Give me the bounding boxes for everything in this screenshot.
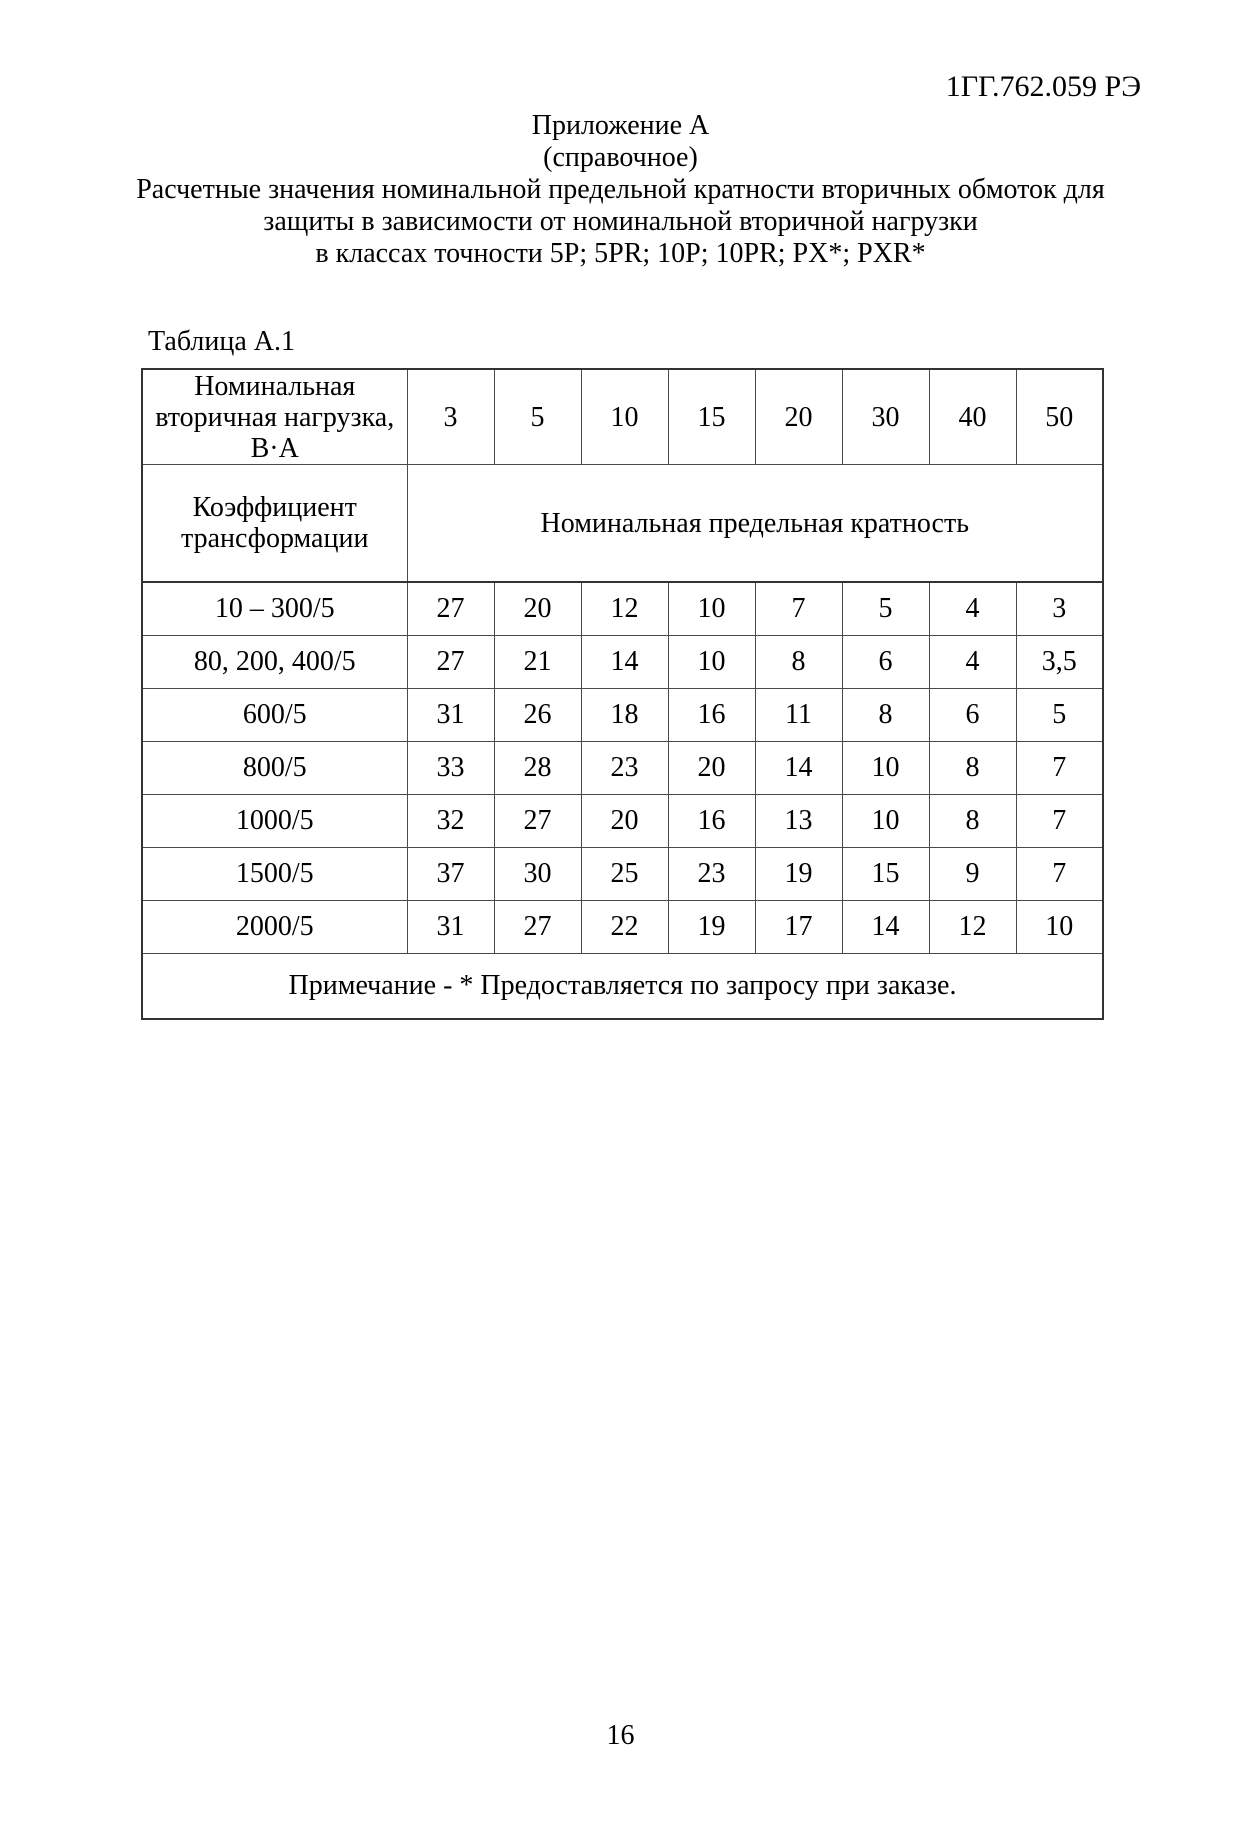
value-cell: 7 xyxy=(1016,848,1103,901)
value-cell: 12 xyxy=(929,901,1016,954)
ratio-cell: 2000/5 xyxy=(142,901,407,954)
load-value-cell: 20 xyxy=(755,369,842,465)
page-number: 16 xyxy=(606,1720,635,1751)
value-cell: 10 xyxy=(668,636,755,689)
value-cell: 3,5 xyxy=(1016,636,1103,689)
value-cell: 10 xyxy=(668,582,755,636)
ratio-cell: 1500/5 xyxy=(142,848,407,901)
value-cell: 28 xyxy=(494,742,581,795)
ratio-cell: 600/5 xyxy=(142,689,407,742)
multiplicity-label-cell: Номинальная предельная кратность xyxy=(407,465,1103,583)
value-cell: 30 xyxy=(494,848,581,901)
value-cell: 15 xyxy=(842,848,929,901)
appendix-description-line: Расчетные значения номинальной предельной кратности вторичных обмоток для xyxy=(136,174,1105,205)
value-cell: 23 xyxy=(668,848,755,901)
ratio-cell: 80, 200, 400/5 xyxy=(142,636,407,689)
ratio-cell: 10 – 300/5 xyxy=(142,582,407,636)
value-cell: 21 xyxy=(494,636,581,689)
load-value-cell: 40 xyxy=(929,369,1016,465)
table-row xyxy=(142,636,1103,689)
load-value-cell: 3 xyxy=(407,369,494,465)
value-cell: 16 xyxy=(668,689,755,742)
header-row-ratio xyxy=(142,465,1103,583)
value-cell: 25 xyxy=(581,848,668,901)
value-cell: 5 xyxy=(842,582,929,636)
value-cell: 4 xyxy=(929,636,1016,689)
value-cell: 5 xyxy=(1016,689,1103,742)
limit-multiplicity-table xyxy=(141,368,1104,1020)
value-cell: 22 xyxy=(581,901,668,954)
value-cell: 6 xyxy=(842,636,929,689)
appendix-description-line: в классах точности 5P; 5PR; 10P; 10PR; PX*; PXR* xyxy=(315,238,926,269)
value-cell: 19 xyxy=(755,848,842,901)
note-row xyxy=(142,954,1103,1020)
table-row xyxy=(142,689,1103,742)
load-value-cell: 50 xyxy=(1016,369,1103,465)
load-value-cell: 30 xyxy=(842,369,929,465)
value-cell: 18 xyxy=(581,689,668,742)
value-cell: 9 xyxy=(929,848,1016,901)
value-cell: 19 xyxy=(668,901,755,954)
table-caption: Таблица А.1 xyxy=(148,326,295,357)
value-cell: 31 xyxy=(407,901,494,954)
table-row xyxy=(142,901,1103,954)
document-number: 1ГГ.762.059 РЭ xyxy=(945,70,1141,103)
value-cell: 13 xyxy=(755,795,842,848)
header-row-load xyxy=(142,369,1103,465)
ratio-label-cell: Коэффициент трансформации xyxy=(142,465,407,583)
value-cell: 27 xyxy=(407,582,494,636)
ratio-cell: 800/5 xyxy=(142,742,407,795)
load-value-cell: 10 xyxy=(581,369,668,465)
appendix-title: Приложение А xyxy=(531,110,710,141)
value-cell: 10 xyxy=(842,795,929,848)
table-row xyxy=(142,795,1103,848)
table-row xyxy=(142,742,1103,795)
value-cell: 8 xyxy=(755,636,842,689)
value-cell: 14 xyxy=(581,636,668,689)
appendix-subtitle: (справочное) xyxy=(543,142,698,173)
value-cell: 17 xyxy=(755,901,842,954)
value-cell: 4 xyxy=(929,582,1016,636)
value-cell: 7 xyxy=(1016,742,1103,795)
value-cell: 12 xyxy=(581,582,668,636)
value-cell: 20 xyxy=(668,742,755,795)
value-cell: 6 xyxy=(929,689,1016,742)
value-cell: 8 xyxy=(842,689,929,742)
value-cell: 27 xyxy=(407,636,494,689)
value-cell: 37 xyxy=(407,848,494,901)
value-cell: 33 xyxy=(407,742,494,795)
value-cell: 10 xyxy=(1016,901,1103,954)
load-label-cell: Номинальная вторичная нагрузка, В·А xyxy=(142,369,407,465)
value-cell: 20 xyxy=(494,582,581,636)
value-cell: 7 xyxy=(1016,795,1103,848)
value-cell: 31 xyxy=(407,689,494,742)
note-cell: Примечание - * Предоставляется по запросу при заказе. xyxy=(142,954,1103,1020)
appendix-description-line: защиты в зависимости от номинальной вторичной нагрузки xyxy=(263,206,978,237)
value-cell: 11 xyxy=(755,689,842,742)
table-row xyxy=(142,848,1103,901)
ratio-cell: 1000/5 xyxy=(142,795,407,848)
value-cell: 20 xyxy=(581,795,668,848)
value-cell: 27 xyxy=(494,901,581,954)
value-cell: 16 xyxy=(668,795,755,848)
appendix-heading xyxy=(0,110,1241,270)
value-cell: 3 xyxy=(1016,582,1103,636)
value-cell: 14 xyxy=(842,901,929,954)
value-cell: 8 xyxy=(929,795,1016,848)
value-cell: 23 xyxy=(581,742,668,795)
value-cell: 8 xyxy=(929,742,1016,795)
value-cell: 10 xyxy=(842,742,929,795)
value-cell: 14 xyxy=(755,742,842,795)
value-cell: 27 xyxy=(494,795,581,848)
table-row xyxy=(142,582,1103,636)
value-cell: 26 xyxy=(494,689,581,742)
value-cell: 32 xyxy=(407,795,494,848)
value-cell: 7 xyxy=(755,582,842,636)
load-value-cell: 5 xyxy=(494,369,581,465)
load-value-cell: 15 xyxy=(668,369,755,465)
